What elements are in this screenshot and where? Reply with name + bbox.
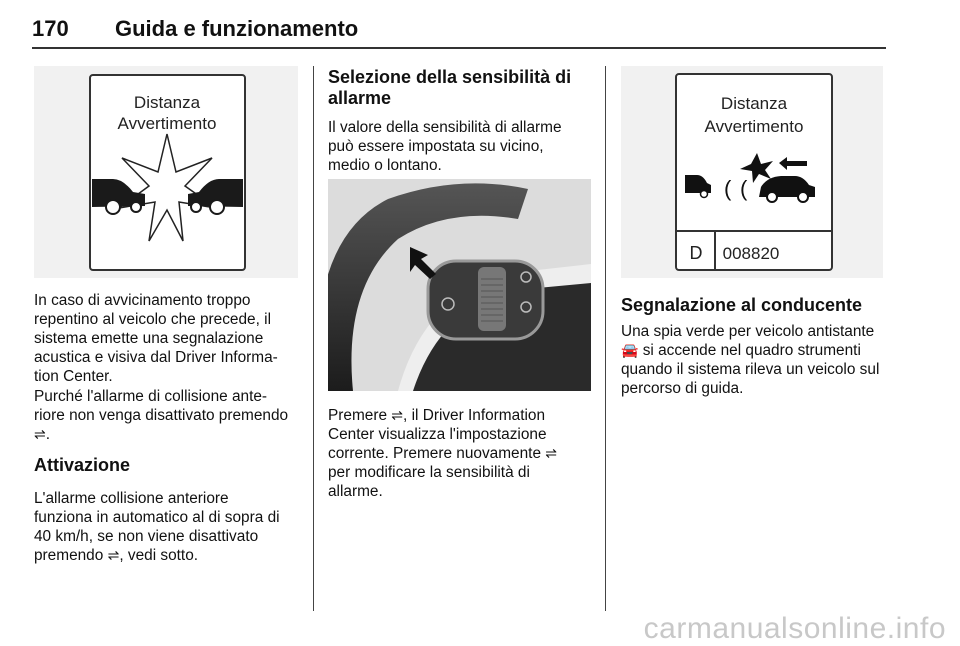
panel-title-line2: Avvertimento — [704, 117, 804, 136]
heading-sensitivity: Selezione della sensibilità di allarme — [328, 67, 572, 108]
header-rule — [32, 47, 886, 49]
display-panel — [675, 73, 833, 271]
car-distance-button-icon: ⇌ — [34, 426, 46, 442]
collision-warning-illustration — [91, 76, 244, 269]
figure-code-letter: D — [689, 243, 703, 263]
car-left-icon — [92, 179, 145, 214]
car-distance-button-icon: ⇌ — [391, 407, 404, 423]
page-number: 170 — [32, 16, 69, 41]
deactivation-paragraph: Purché l'allarme di collisione ante- riore non venga disattivato premendo ⇌. — [34, 388, 289, 443]
car-distance-button-icon: ⇌ — [107, 547, 120, 563]
steering-wheel-photo — [328, 179, 591, 391]
button-usage-paragraph: Premere ⇌, il Driver Information Center visualizza l'impostazione corrente. Premere nuovamente ⇌ per modificare la sensibilità di allarme. — [328, 407, 558, 500]
panel-title-line1: Distanza — [133, 93, 201, 112]
signal-wave-icon: ( — [724, 176, 732, 201]
driver-alert-figure — [621, 66, 883, 278]
steering-wheel-illustration — [328, 179, 591, 391]
vehicle-ahead-indicator-icon: 🚘 — [621, 342, 639, 358]
sensitivity-paragraph: Il valore della sensibilità di allarme può essere impostata su vicino, medio o lontano. — [328, 119, 562, 174]
display-panel — [89, 74, 246, 271]
figure-code-number: 008820 — [722, 244, 780, 263]
panel-title-line1: Distanza — [720, 94, 788, 113]
intro-paragraph: In caso di avvicinamento troppo repentino al veicolo che precede, il sistema emette una segnalazione acustica e visiva dal Driver Informa- tion Center. — [34, 292, 278, 385]
section-title: Guida e funzionamento — [115, 16, 359, 41]
vehicle-ahead-icon — [759, 176, 815, 202]
site-watermark: carmanualsonline.info — [643, 612, 946, 645]
signal-wave-icon: ( — [740, 176, 748, 201]
heading-driver-alert: Segnalazione al conducente — [621, 295, 863, 315]
heading-activation: Attivazione — [34, 455, 131, 475]
left-arrow-icon — [779, 157, 807, 170]
activation-paragraph: L'allarme collisione anteriore funziona in automatico al di sopra di 40 km/h, se non viene disattivato premendo ⇌, vedi sotto. — [34, 490, 280, 564]
car-right-icon — [188, 179, 243, 214]
driver-alert-illustration — [677, 75, 831, 269]
impact-star-icon — [119, 134, 216, 241]
driver-alert-paragraph: Una spia verde per veicolo antistante 🚘 si accende nel quadro strumenti quando il sistema rileva un veicolo sul percorso di guida. — [621, 323, 880, 397]
column-divider — [605, 66, 606, 611]
column-divider — [313, 66, 314, 611]
car-distance-button-icon: ⇌ — [545, 445, 558, 461]
own-car-icon — [685, 175, 711, 198]
collision-warning-figure — [34, 66, 298, 278]
panel-title-line2: Avvertimento — [117, 114, 217, 133]
